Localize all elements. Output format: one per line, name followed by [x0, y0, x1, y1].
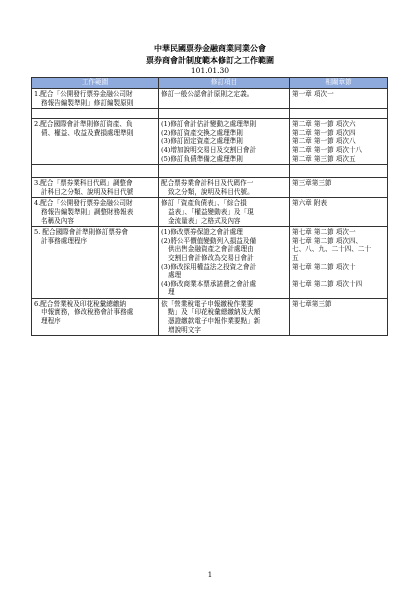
row-spacer: [32, 165, 388, 178]
cell-line: (1)修改票券保證之會計處理: [161, 228, 243, 237]
cell-line: 理: [168, 288, 175, 297]
scope-cell: [32, 298, 159, 335]
cell-line: 益表」、「權益變動表」及「現: [168, 207, 254, 216]
cell-line: 第七章 第二節 項次一: [292, 228, 356, 237]
chapters-cell: [290, 298, 388, 335]
cell-line: 5. 配合國際會計準則修訂票券會: [34, 228, 129, 237]
cell-line: 五: [292, 253, 299, 262]
items-cell: [159, 298, 290, 335]
cell-line: 2.配合國際會計準則修訂資產、負: [34, 120, 133, 129]
cell-line: 增說明文字: [168, 325, 201, 334]
table-row: [32, 89, 388, 109]
items-cell: [159, 227, 290, 299]
scope-cell: [32, 227, 159, 299]
cell-line: 致之分類，說明及科目代號。: [168, 187, 254, 196]
cell-line: 依「營業稅電子申報繳稅作業要: [161, 299, 254, 308]
chapters-cell: [290, 178, 388, 198]
cell-line: 3.配合「票券業科目代碼」調整會: [34, 179, 133, 188]
cell-line: 名稱及內容: [41, 216, 74, 225]
association-title: 中華民國票券金融商業同業公會: [154, 43, 266, 53]
scope-cell: [32, 198, 159, 227]
scope-cell: [32, 178, 159, 198]
cell-line: 處理: [168, 271, 182, 280]
items-cell: [159, 89, 290, 109]
cell-line: 第二章 第一節 項次六: [292, 120, 356, 129]
cell-line: 第二章 第三節 項次五: [292, 154, 356, 163]
scope-cell: [32, 89, 159, 109]
items-cell: [159, 119, 290, 165]
cell-line: (2)將公平價值變動列入損益及備: [161, 236, 257, 245]
cell-line: 理程序: [41, 317, 61, 326]
cell-line: 第三章第三節: [292, 179, 332, 188]
cell-line: 第六章 附表: [292, 199, 328, 208]
header-scope: 工作範圍: [32, 78, 159, 89]
spacer-cell: [159, 109, 290, 119]
cell-line: 務報告編製準則」調整財務報表: [41, 207, 134, 216]
cell-line: 第一章 項次一: [292, 90, 334, 98]
scope-table: [31, 77, 388, 336]
table-row: [32, 227, 388, 299]
cell-line: 第七章 第二節 項次四、: [292, 236, 363, 245]
scope-cell: [32, 119, 159, 165]
cell-line: 債、權益、收益及費損處理準則: [41, 128, 134, 137]
row-spacer: [32, 109, 388, 119]
spacer-cell: [290, 165, 388, 178]
document-title: 票券商會計制度範本修訂之工作範圍: [146, 55, 274, 65]
cell-line: 配合票券業會計科目及代碼作一: [161, 179, 254, 188]
spacer-cell: [32, 165, 159, 178]
cell-line: 6.配合營業稅及印花稅彙總繳納: [34, 299, 127, 308]
cell-line: 務報告編製準則」修訂編製原則: [41, 98, 134, 107]
cell-line: 交割日會計修改為交易日會計: [168, 253, 254, 262]
chapters-cell: [290, 198, 388, 227]
cell-line: (4)增加說明交易日及交割日會計: [161, 145, 257, 154]
table-header-row: [32, 78, 388, 89]
spacer-cell: [32, 109, 159, 119]
table-row: [32, 178, 388, 198]
cell-line: 第七章 第二節 項次十四: [292, 279, 363, 288]
cell-line: (4)修改商業本票承諾費之會計處: [161, 279, 257, 288]
cell-line: (3)修改採用權益法之投資之會計: [161, 262, 257, 271]
chapters-cell: [290, 119, 388, 165]
table-row: [32, 198, 388, 227]
document-date: 101.01.30: [190, 66, 230, 75]
cell-line: 1.配合「公開發行票券金融公司財: [34, 90, 133, 98]
chapters-cell: [290, 89, 388, 109]
cell-line: 七、八、九、二十四、二十: [292, 245, 372, 254]
chapters-cell: [290, 227, 388, 299]
cell-line: (1)修訂會計估計變動之處理準則: [161, 120, 257, 129]
table-row: [32, 119, 388, 165]
cell-line: [292, 271, 385, 280]
cell-line: 計科目之分類、說明及科目代號: [41, 187, 134, 196]
cell-line: 供出售金融資產之會計處理由: [168, 245, 254, 254]
spacer-cell: [290, 109, 388, 119]
cell-line: 修訂「資產負債表」、「綜合損: [161, 199, 247, 208]
cell-line: (5)修訂負債準備之處理準則: [161, 154, 243, 163]
table-row: [32, 298, 388, 335]
cell-line: 第二章 第一節 項次十八: [292, 145, 363, 154]
items-cell: [159, 178, 290, 198]
cell-line: 第二章 第一節 項次四: [292, 128, 356, 137]
cell-line: 憑證繳款電子申報作業要點」新: [168, 317, 261, 326]
spacer-cell: [159, 165, 290, 178]
items-cell: [159, 198, 290, 227]
cell-line: 申報實務，修改稅務會計事務處: [41, 308, 134, 317]
cell-line: 計事務處理程序: [41, 236, 88, 245]
cell-line: 4.配合「公開發行票券金融公司財: [34, 199, 133, 208]
cell-line: (3)修訂固定資產之處理準則: [161, 137, 243, 146]
cell-line: 修訂一般公認會計原則之定義。: [161, 90, 254, 98]
header-items: 修訂項目: [159, 78, 290, 89]
cell-line: (2)修訂資產交換之處理準則: [161, 128, 243, 137]
cell-line: 第二章 第一節 項次八: [292, 137, 356, 146]
cell-line: 點」及「印花稅彙總繳納及大額: [168, 308, 261, 317]
page-number: 1: [207, 571, 213, 579]
cell-line: [292, 288, 385, 297]
cell-line: 金流量表」之格式及內容: [168, 216, 241, 225]
header-chapters: 相關章節: [290, 78, 388, 89]
cell-line: 第七章第三節: [292, 299, 332, 308]
cell-line: 第七章 第二節 項次十: [292, 262, 356, 271]
